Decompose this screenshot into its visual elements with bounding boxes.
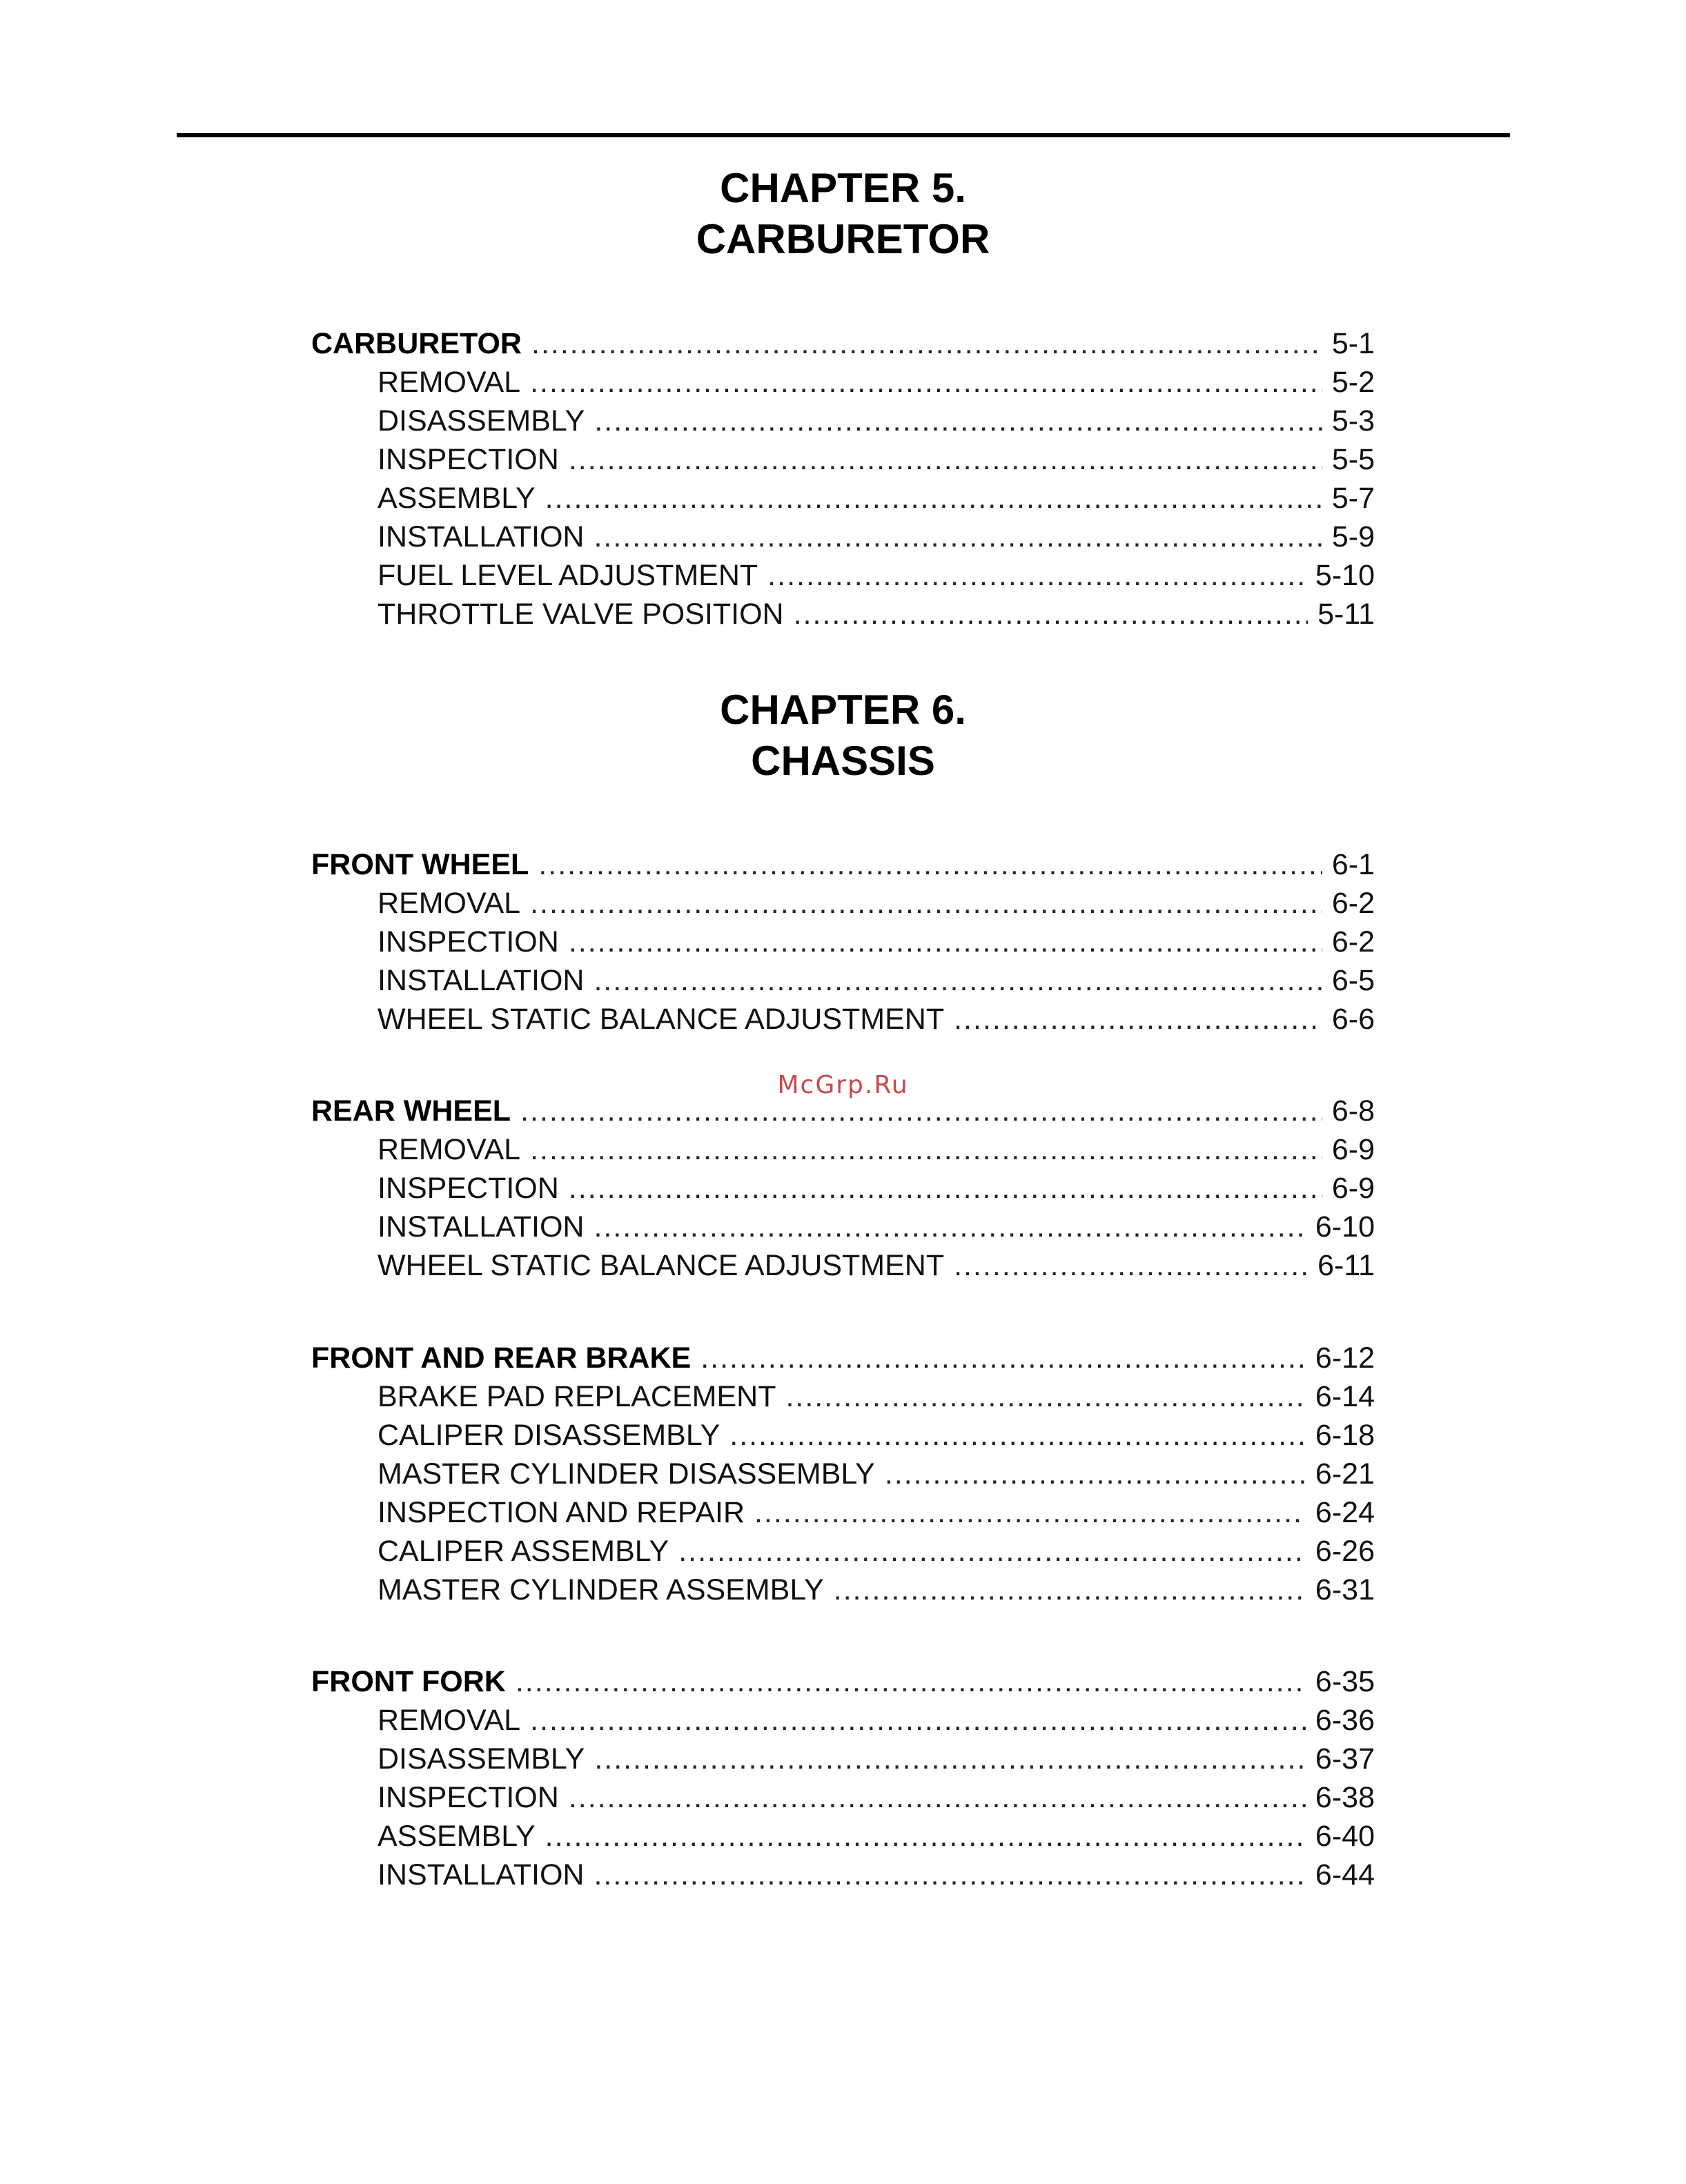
toc-page-number: 5-10 (1315, 559, 1375, 592)
toc-subsection-entry[interactable] (311, 1701, 1375, 1740)
chapter-6-toc-front-wheel (311, 845, 1375, 1039)
leader-dots (516, 1662, 1306, 1701)
leader-dots (520, 1092, 1322, 1130)
toc-page-number: 6-9 (1331, 1172, 1375, 1205)
toc-subsection-entry[interactable] (311, 1532, 1375, 1571)
toc-subsection-title: FUEL LEVEL ADJUSTMENT (378, 559, 758, 592)
toc-page-number: 6-37 (1315, 1742, 1375, 1775)
leader-dots (569, 1169, 1322, 1208)
toc-subsection-entry[interactable] (311, 556, 1375, 595)
toc-subsection-entry[interactable] (311, 518, 1375, 556)
leader-dots (569, 923, 1322, 961)
toc-subsection-title: MASTER CYLINDER DISASSEMBLY (378, 1457, 875, 1491)
toc-page-number: 5-2 (1331, 366, 1375, 399)
toc-page-number: 6-38 (1315, 1781, 1375, 1814)
toc-page-number: 6-1 (1331, 848, 1375, 881)
toc-subsection-entry[interactable] (311, 1455, 1375, 1493)
toc-section-entry[interactable] (311, 1092, 1375, 1130)
toc-section-title: CARBURETOR (311, 327, 522, 360)
leader-dots (530, 363, 1322, 402)
toc-subsection-entry[interactable] (311, 923, 1375, 961)
toc-page-number: 6-10 (1315, 1210, 1375, 1243)
toc-subsection-entry[interactable] (311, 884, 1375, 923)
leader-dots (594, 961, 1322, 1000)
toc-page-number: 6-12 (1315, 1341, 1375, 1375)
leader-dots (594, 1856, 1305, 1894)
leader-dots (530, 884, 1322, 923)
toc-page-number: 6-40 (1315, 1820, 1375, 1853)
leader-dots (794, 595, 1308, 633)
toc-page-number: 6-35 (1315, 1665, 1375, 1698)
toc-subsection-entry[interactable] (311, 1856, 1375, 1894)
leader-dots (594, 1740, 1306, 1778)
toc-subsection-entry[interactable] (311, 1208, 1375, 1246)
toc-page-number: 5-7 (1331, 482, 1375, 515)
toc-page-number: 6-21 (1315, 1457, 1375, 1491)
toc-subsection-title: INSPECTION (378, 925, 559, 958)
chapter-5-heading (0, 163, 1686, 265)
toc-section-title: FRONT FORK (311, 1665, 506, 1698)
toc-page-number: 6-26 (1315, 1535, 1375, 1568)
toc-subsection-entry[interactable] (311, 363, 1375, 402)
chapter-6-toc-front-fork (311, 1662, 1375, 1894)
toc-subsection-title: INSTALLATION (378, 520, 585, 553)
chapter-5-toc (311, 324, 1375, 633)
chapter-6-toc-rear-wheel (311, 1092, 1375, 1285)
toc-subsection-entry[interactable] (311, 440, 1375, 479)
toc-subsection-entry[interactable] (311, 402, 1375, 440)
leader-dots (834, 1571, 1306, 1609)
toc-section-entry[interactable] (311, 1662, 1375, 1701)
toc-subsection-entry[interactable] (311, 1000, 1375, 1039)
toc-subsection-title: ASSEMBLY (378, 1820, 536, 1853)
toc-page-number: 6-18 (1315, 1419, 1375, 1452)
top-rule (177, 133, 1510, 137)
toc-subsection-title: CALIPER ASSEMBLY (378, 1535, 669, 1568)
chapter-6-heading (0, 685, 1686, 787)
leader-dots (569, 440, 1322, 479)
toc-subsection-entry[interactable] (311, 479, 1375, 518)
toc-subsection-entry[interactable] (311, 1778, 1375, 1817)
toc-subsection-entry[interactable] (311, 1169, 1375, 1208)
toc-subsection-title: CALIPER DISASSEMBLY (378, 1419, 721, 1452)
toc-subsection-title: WHEEL STATIC BALANCE ADJUSTMENT (378, 1003, 945, 1036)
chapter-6-title: CHASSIS (751, 738, 935, 784)
toc-subsection-entry[interactable] (311, 1377, 1375, 1416)
toc-subsection-title: INSPECTION AND REPAIR (378, 1496, 745, 1529)
toc-subsection-entry[interactable] (311, 1817, 1375, 1856)
toc-section-entry[interactable] (311, 845, 1375, 884)
chapter-5-title: CARBURETOR (696, 216, 990, 262)
toc-subsection-title: REMOVAL (378, 887, 521, 920)
toc-section-title: REAR WHEEL (311, 1094, 511, 1128)
toc-subsection-title: INSTALLATION (378, 1858, 585, 1891)
leader-dots (885, 1455, 1306, 1493)
toc-subsection-title: INSPECTION (378, 1172, 559, 1205)
toc-page-number: 6-31 (1315, 1573, 1375, 1606)
toc-subsection-title: THROTTLE VALVE POSITION (378, 598, 784, 631)
toc-page-number: 5-9 (1331, 520, 1375, 553)
toc-subsection-title: INSPECTION (378, 1781, 559, 1814)
toc-subsection-entry[interactable] (311, 1246, 1375, 1285)
toc-subsection-title: REMOVAL (378, 366, 521, 399)
toc-subsection-title: DISASSEMBLY (378, 1742, 585, 1775)
toc-section-title: FRONT AND REAR BRAKE (311, 1341, 692, 1375)
toc-page-number: 5-11 (1317, 598, 1375, 631)
toc-subsection-title: MASTER CYLINDER ASSEMBLY (378, 1573, 824, 1606)
leader-dots (785, 1377, 1305, 1416)
toc-subsection-entry[interactable] (311, 1416, 1375, 1455)
leader-dots (729, 1416, 1306, 1455)
leader-dots (545, 479, 1322, 518)
leader-dots (569, 1778, 1306, 1817)
toc-section-entry[interactable] (311, 1339, 1375, 1377)
leader-dots (954, 1000, 1322, 1039)
toc-page-number: 6-11 (1317, 1249, 1375, 1282)
toc-page-number: 6-2 (1331, 887, 1375, 920)
toc-page-number: 6-14 (1315, 1380, 1375, 1413)
toc-section-entry[interactable] (311, 324, 1375, 363)
toc-subsection-title: INSTALLATION (378, 964, 585, 997)
leader-dots (594, 518, 1322, 556)
toc-subsection-entry[interactable] (311, 961, 1375, 1000)
leader-dots (538, 845, 1322, 884)
toc-page-number: 5-5 (1331, 443, 1375, 476)
chapter-5-number: CHAPTER 5. (720, 165, 966, 211)
toc-page-number: 6-8 (1331, 1094, 1375, 1128)
toc-page-number: 6-5 (1331, 964, 1375, 997)
watermark-text: McGrp.Ru (777, 1071, 909, 1099)
toc-subsection-title: DISASSEMBLY (378, 404, 585, 437)
chapter-6-toc-brakes (311, 1339, 1375, 1609)
toc-subsection-title: INSTALLATION (378, 1210, 585, 1243)
chapter-6-number: CHAPTER 6. (720, 687, 966, 733)
toc-subsection-entry[interactable] (311, 1493, 1375, 1532)
leader-dots (594, 402, 1322, 440)
toc-subsection-entry[interactable] (311, 1740, 1375, 1778)
toc-page-number: 6-6 (1331, 1003, 1375, 1036)
toc-page-number: 6-36 (1315, 1704, 1375, 1737)
toc-page-number: 6-24 (1315, 1496, 1375, 1529)
toc-section-title: FRONT WHEEL (311, 848, 529, 881)
toc-subsection-entry[interactable] (311, 1571, 1375, 1609)
leader-dots (954, 1246, 1308, 1285)
toc-page-number: 5-1 (1331, 327, 1375, 360)
toc-subsection-title: WHEEL STATIC BALANCE ADJUSTMENT (378, 1249, 945, 1282)
leader-dots (530, 1130, 1322, 1169)
leader-dots (530, 1701, 1306, 1740)
toc-page-number: 6-9 (1331, 1133, 1375, 1166)
toc-subsection-entry[interactable] (311, 1130, 1375, 1169)
toc-page-number: 6-2 (1331, 925, 1375, 958)
toc-subsection-entry[interactable] (311, 595, 1375, 633)
toc-subsection-title: REMOVAL (378, 1704, 521, 1737)
toc-subsection-title: INSPECTION (378, 443, 559, 476)
toc-page-number: 5-3 (1331, 404, 1375, 437)
leader-dots (545, 1817, 1306, 1856)
toc-page-number: 6-44 (1315, 1858, 1375, 1891)
leader-dots (767, 556, 1306, 595)
toc-subsection-title: REMOVAL (378, 1133, 521, 1166)
leader-dots (678, 1532, 1306, 1571)
leader-dots (700, 1339, 1306, 1377)
toc-subsection-title: BRAKE PAD REPLACEMENT (378, 1380, 776, 1413)
leader-dots (754, 1493, 1306, 1532)
leader-dots (531, 324, 1322, 363)
leader-dots (594, 1208, 1305, 1246)
toc-subsection-title: ASSEMBLY (378, 482, 536, 515)
